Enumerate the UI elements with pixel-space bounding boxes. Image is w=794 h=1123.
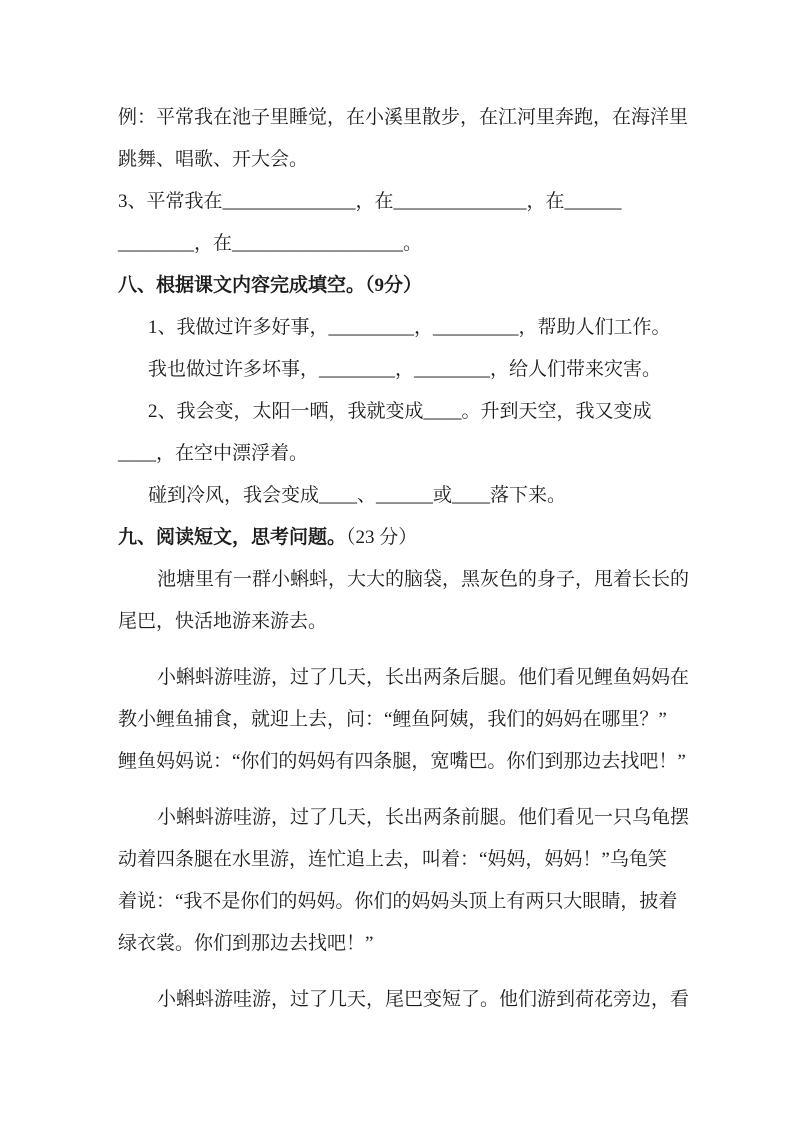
section-8-q2-line-1: 2、我会变，太阳一晒，我就变成____。升到天空，我又变成 <box>148 401 652 422</box>
reading-para-1-line-1: 池塘里有一群小蝌蚪，大大的脑袋，黑灰色的身子，甩着长长的 <box>157 569 690 590</box>
section-9-score: （23 分） <box>346 527 418 548</box>
example-sentence-line-1: 例：平常我在池子里睡觉，在小溪里散步，在江河里奔跑，在海洋里 <box>118 107 689 128</box>
reading-para-3-line-4: 绿衣裳。你们到那边去找吧！” <box>118 933 374 954</box>
reading-para-2-line-1: 小蝌蚪游哇游，过了几天，长出两条后腿。他们看见鲤鱼妈妈在 <box>157 667 690 688</box>
reading-para-1-line-2: 尾巴，快活地游来游去。 <box>118 611 328 632</box>
example-sentence-line-2: 跳舞、唱歌、开大会。 <box>118 149 309 170</box>
section-8-q2-line-2: ____，在空中漂浮着。 <box>118 443 309 464</box>
section-9-heading: 九、阅读短文，思考问题。 <box>118 527 347 548</box>
question-3-line-1: 3、平常我在______________，在______________，在______ <box>118 191 622 212</box>
section-8-q1-line-1: 1、我做过许多好事，_________，_________，帮助人们工作。 <box>148 317 671 338</box>
section-8-q1-line-2: 我也做过许多坏事，________，________，给人们带来灾害。 <box>148 359 662 380</box>
reading-para-3-line-2: 动着四条腿在水里游，连忙追上去，叫着：“妈妈，妈妈！”乌龟笑 <box>118 849 667 870</box>
section-8-q2-line-3: 碰到冷风，我会变成____、______或____落下来。 <box>148 485 567 506</box>
reading-para-3-line-1: 小蝌蚪游哇游，过了几天，长出两条前腿。他们看见一只乌龟摆 <box>157 807 690 828</box>
question-3-line-2: ________，在__________________。 <box>118 233 423 254</box>
reading-para-2-line-3: 鲤鱼妈妈说：“你们的妈妈有四条腿，宽嘴巴。你们到那边去找吧！” <box>118 751 686 772</box>
section-9-heading-line <box>118 517 698 559</box>
reading-para-3-line-3: 着说：“我不是你们的妈妈。你们的妈妈头顶上有两只大眼睛，披着 <box>118 891 678 912</box>
section-8-heading: 八、根据课文内容完成填空。（9分） <box>118 275 423 296</box>
reading-para-2-line-2: 教小鲤鱼捕食，就迎上去，问：“鲤鱼阿姨，我们的妈妈在哪里？” <box>118 709 667 730</box>
reading-para-4-line-1: 小蝌蚪游哇游，过了几天，尾巴变短了。他们游到荷花旁边，看 <box>157 989 690 1010</box>
